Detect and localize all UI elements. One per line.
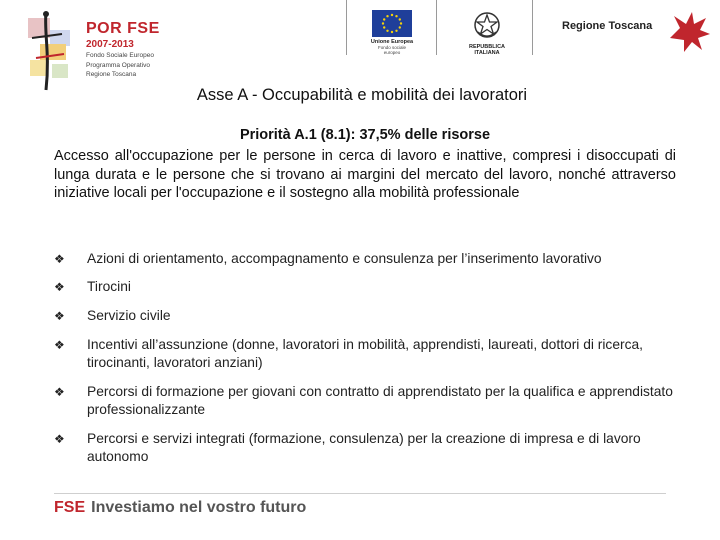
- eu-caption: Unione Europea: [370, 39, 414, 45]
- diamond-bullet-icon: ❖: [54, 280, 65, 294]
- footer: [54, 499, 306, 517]
- list-item-text: Percorsi e servizi integrati (formazione, consulenza) per la creazione di impresa e di lavoro autonomo: [87, 431, 641, 464]
- ri-caption: REPUBBLICA ITALIANA: [468, 44, 506, 56]
- diamond-bullet-icon: ❖: [54, 252, 65, 266]
- por-title: POR FSE: [86, 20, 160, 37]
- priority-heading: Priorità A.1 (8.1): 37,5% delle risorse: [239, 127, 491, 143]
- por-sub-line: Fondo Sociale Europeo: [86, 52, 154, 59]
- list-item: [54, 336, 690, 372]
- por-sub-line: Regione Toscana: [86, 71, 137, 78]
- eu-caption-sub: Fondo sociale europeo: [377, 45, 407, 55]
- list-item: [54, 278, 690, 296]
- list-item-text: Incentivi all’assunzione (donne, lavoratori in mobilità, apprendisti, laureati, dottori di ricerca, tirocinanti, lavoratori anziani): [87, 337, 643, 370]
- italian-emblem-icon: [472, 10, 502, 40]
- intro-paragraph: Accesso all'occupazione per le persone in cerca di lavoro e inattive, compresi i disoccupati di lunga durata e le persone che si trovano ai margini del mercato del lavoro, nonché attraverso iniziative locali per l'occupazione e il sostegno alla mobilità professionale: [54, 148, 676, 201]
- pegasus-icon: [666, 8, 714, 54]
- list-item-text: Tirocini: [87, 279, 131, 294]
- por-fse-logo-icon: [22, 8, 80, 92]
- header-divider: [532, 0, 533, 55]
- list-item: [54, 307, 690, 325]
- diamond-bullet-icon: ❖: [54, 385, 65, 399]
- por-fse-brand: [86, 20, 160, 79]
- list-item-text: Servizio civile: [87, 308, 171, 323]
- page-title: Asse A - Occupabilità e mobilità dei lavoratori: [196, 86, 528, 104]
- footer-slogan: Investiamo nel vostro futuro: [91, 499, 307, 516]
- list-item-text: Percorsi di formazione per giovani con contratto di apprendistato per la qualifica e apprendistato professionalizzante: [87, 384, 673, 417]
- region-label: Regione Toscana: [562, 20, 653, 32]
- diamond-bullet-icon: ❖: [54, 309, 65, 323]
- header-divider: [436, 0, 437, 55]
- eu-logo: [370, 10, 414, 55]
- repubblica-italiana-logo: [456, 10, 518, 56]
- action-list: [54, 250, 690, 466]
- footer-fse: FSE: [54, 499, 86, 516]
- list-item: [54, 383, 690, 419]
- list-item: [54, 250, 690, 268]
- por-years: 2007-2013: [86, 39, 134, 50]
- diamond-bullet-icon: ❖: [54, 432, 65, 446]
- list-item: [54, 430, 690, 466]
- diamond-bullet-icon: ❖: [54, 338, 65, 352]
- list-item-text: Azioni di orientamento, accompagnamento e consulenza per l’inserimento lavorativo: [87, 251, 602, 266]
- header-divider: [346, 0, 347, 55]
- header: [0, 0, 720, 95]
- eu-flag-icon: [372, 10, 412, 37]
- por-sub-line: Programma Operativo: [86, 61, 150, 69]
- footer-divider: [54, 493, 666, 494]
